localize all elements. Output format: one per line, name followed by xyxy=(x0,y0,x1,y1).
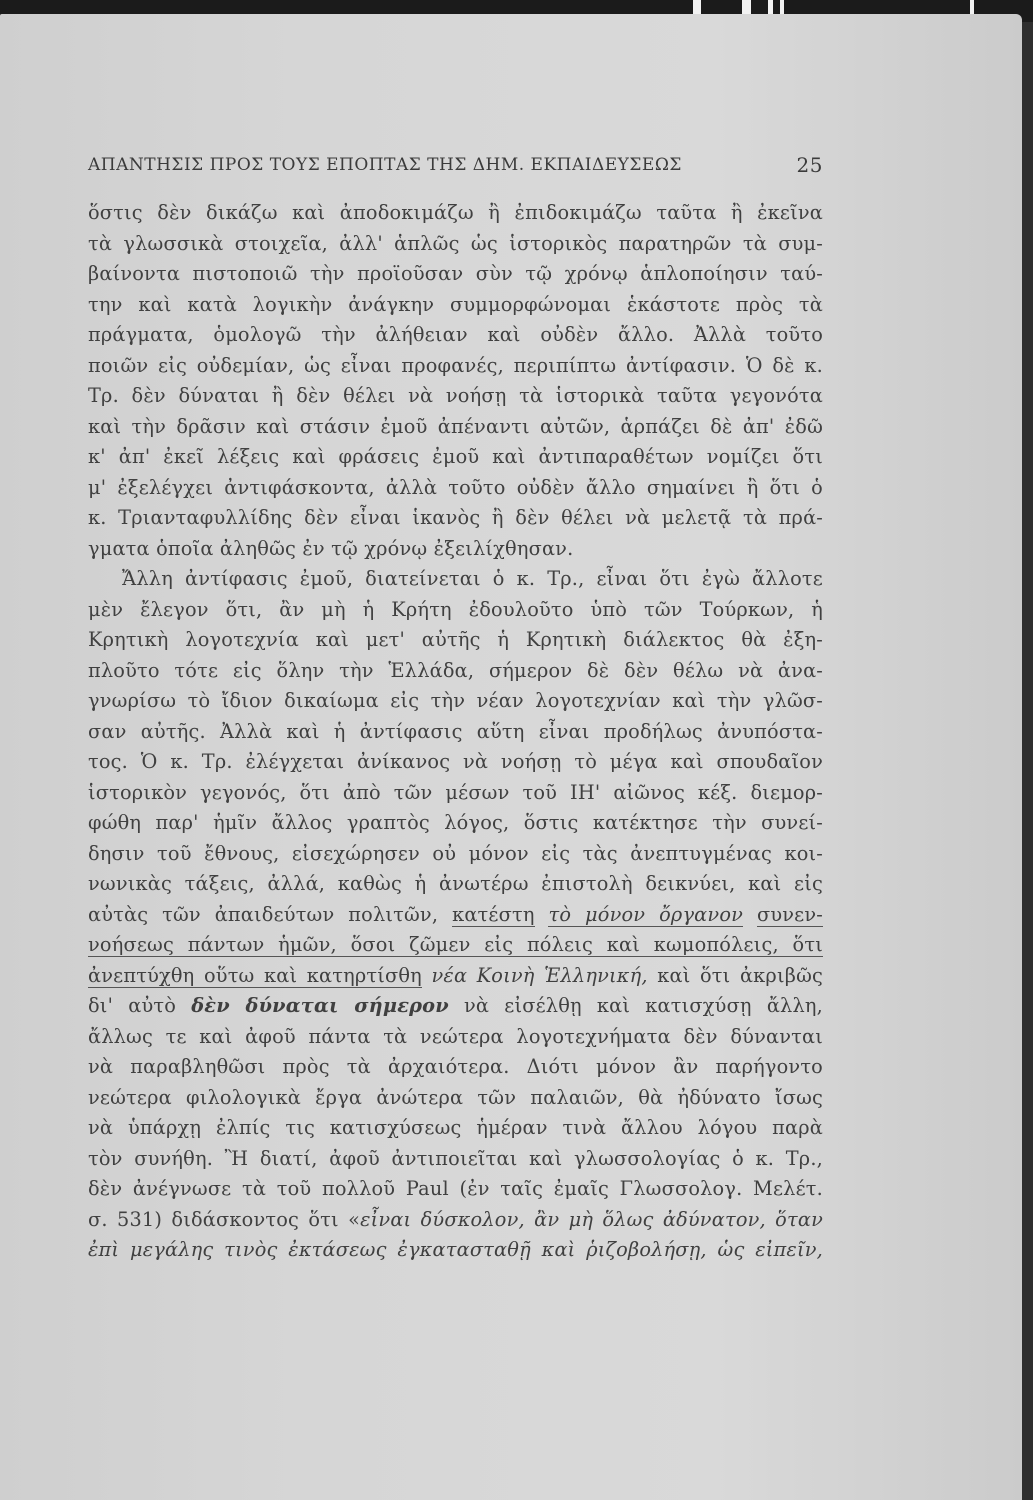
text-line: δησιν τοῦ ἔθνους, εἰσεχώρησεν οὐ μόνον εἰς τὰς ἀνεπτυγμένας κοι- xyxy=(88,841,823,865)
header-title: ΑΠΑΝΤΗΣΙΣ ΠΡΟΣ ΤΟΥΣ ΕΠΟΠΤΑΣ ΤΗΣ ΔΗΜ. ΕΚΠΑΙΔΕΥΣΕΩΣ xyxy=(88,155,682,175)
text-line: Τρ. δὲν δύναται ἢ δὲν θέλει νὰ νοήσῃ τὰ ἱστορικὰ ταῦτα γεγονότα xyxy=(88,384,823,407)
text-line: ἄλλως τε καὶ ἀφοῦ πάντα τὰ νεώτερα λογοτεχνήματα δὲν δύνανται xyxy=(88,1024,823,1048)
text-line: γματα ὁποῖα ἀληθῶς ἐν τῷ χρόνῳ ἐξειλίχθησαν. xyxy=(88,536,574,560)
text-line: σαν αὐτῆς. Ἀλλὰ καὶ ἡ ἀντίφασις αὕτη εἶναι προδήλως ἀνυπόστα- xyxy=(88,719,823,743)
text-line: πλοῦτο τότε εἰς ὅλην τὴν Ἑλλάδα, σήμερον δὲ δὲν θέλω νὰ ἀνα- xyxy=(88,658,823,682)
text-line: καὶ τὴν δρᾶσιν καὶ στάσιν ἐμοῦ ἀπέναντι αὐτῶν, ἁρπάζει δὲ ἀπ' ἐδῶ xyxy=(88,414,823,438)
text-line: την καὶ κατὰ λογικὴν ἀνάγκην συμμορφώνομαι ἑκάστοτε πρὸς τὰ xyxy=(88,292,823,316)
text-line: κ. Τριανταφυλλίδης δὲν εἶναι ἱκανὸς ἢ δὲν θέλει νὰ μελετᾷ τὰ πρά- xyxy=(88,506,823,529)
text-line: νωνικὰς τάξεις, ἀλλά, καθὼς ἡ ἀνωτέρω ἐπιστολὴ δεικνύει, καὶ εἰς xyxy=(88,872,823,895)
text-line: νεώτερα φιλολογικὰ ἔργα ἀνώτερα τῶν παλαιῶν, θὰ ἠδύνατο ἴσως xyxy=(88,1085,823,1109)
text-line: δὲν ἀνέγνωσε τὰ τοῦ πολλοῦ Paul (ἐν ταῖς ἐμαῖς Γλωσσολογ. Μελέτ. xyxy=(88,1177,823,1200)
text-line: ἱστορικὸν γεγονός, ὅτι ἀπὸ τῶν μέσων τοῦ ΙΗ' αἰῶνος κέξ. διεμορ- xyxy=(88,780,823,804)
text-line: Κρητικὴ λογοτεχνία καὶ μετ' αὐτῆς ἡ Κρητικὴ διάλεκτος θὰ ἐξη- xyxy=(88,628,823,651)
running-header xyxy=(88,155,823,185)
text-line-underlined: νοήσεως πάντων ἡμῶν, ὅσοι ζῶμεν εἰς πόλεις καὶ κωμοπόλεις, ὅτι xyxy=(88,933,823,956)
text-line: γνωρίσω τὸ ἴδιον δικαίωμα εἰς τὴν νέαν λογοτεχνίαν καὶ τὴν γλῶσ- xyxy=(88,689,823,712)
text-line: νὰ παραβληθῶσι πρὸς τὰ ἀρχαιότερα. Διότι μόνον ἂν παρήγοντο xyxy=(88,1055,823,1078)
text-line: κ' ἀπ' ἐκεῖ λέξεις καὶ φράσεις ἐμοῦ καὶ ἀντιπαραθέτων νομίζει ὅτι xyxy=(88,445,823,468)
body-text xyxy=(88,198,823,1266)
text-line: φώθη παρ' ἡμῖν ἄλλος γραπτὸς λόγος, ὅστις κατέκτησε τὴν συνεί- xyxy=(88,811,823,834)
text-line-emphasis: ἀνεπτύχθη οὕτω καὶ κατηρτίσθη νέα Κοινὴ Ἑλληνική, καὶ ὅτι ἀκριβῶς xyxy=(88,963,823,987)
text-line-quote: ἐπὶ μεγάλης τινὸς ἐκτάσεως ἐγκατασταθῇ καὶ ῥιζοβολήσῃ, ὡς εἰπεῖν, xyxy=(88,1238,823,1261)
text-line: ὅστις δὲν δικάζω καὶ ἀποδοκιμάζω ἢ ἐπιδοκιμάζω ταῦτα ἢ ἐκεῖνα xyxy=(88,201,823,224)
text-line: μὲν ἔλεγον ὅτι, ἂν μὴ ἡ Κρήτη ἐδουλοῦτο ὑπὸ τῶν Τούρκων, ἡ xyxy=(88,597,823,621)
text-line: μ' ἐξελέγχει ἀντιφάσκοντα, ἀλλὰ τοῦτο οὐδὲν ἄλλο σημαίνει ἢ ὅτι ὁ xyxy=(88,475,823,499)
text-line: βαίνοντα πιστοποιῶ τὴν προϊοῦσαν σὺν τῷ χρόνῳ ἁπλοποίησιν ταύ- xyxy=(88,262,823,285)
page-number: 25 xyxy=(796,153,823,177)
text-line-quote: σ. 531) διδάσκοντος ὅτι «εἶναι δύσκολον, ἂν μὴ ὅλως ἀδύνατον, ὅταν xyxy=(88,1207,823,1231)
text-line: τος. Ὁ κ. Τρ. ἐλέγχεται ἀνίκανος νὰ νοήσῃ τὸ μέγα καὶ σπουδαῖον xyxy=(88,750,823,773)
text-line: ποιῶν εἰς οὐδεμίαν, ὡς εἶναι προφανές, περιπίπτω ἀντίφασιν. Ὁ δὲ κ. xyxy=(88,353,823,377)
text-line-underlined: αὐτὰς τῶν ἀπαιδεύτων πολιτῶν, κατέστη τὸ μόνον ὄργανον συνεν- xyxy=(88,902,823,926)
text-line: νὰ ὑπάρχῃ ἐλπίς τις κατισχύσεως ἡμέραν τινὰ ἄλλου λόγου παρὰ xyxy=(88,1116,823,1139)
text-line: τὸν συνήθη. Ἢ διατί, ἀφοῦ ἀντιποιεῖται καὶ γλωσσολογίας ὁ κ. Τρ., xyxy=(88,1146,823,1170)
text-line: τὰ γλωσσικὰ στοιχεῖα, ἀλλ' ἁπλῶς ὡς ἱστορικὸς παρατηρῶν τὰ συμ- xyxy=(88,231,823,255)
text-line-emphasis: δι' αὐτὸ δὲν δύναται σήμερον νὰ εἰσέλθῃ καὶ κατισχύσῃ ἄλλη, xyxy=(88,994,823,1017)
text-line: Ἄλλη ἀντίφασις ἐμοῦ, διατείνεται ὁ κ. Τρ., εἶναι ὅτι ἐγὼ ἄλλοτε xyxy=(122,567,823,590)
text-line: πράγματα, ὁμολογῶ τὴν ἀλήθειαν καὶ οὐδὲν ἄλλο. Ἀλλὰ τοῦτο xyxy=(88,323,823,346)
